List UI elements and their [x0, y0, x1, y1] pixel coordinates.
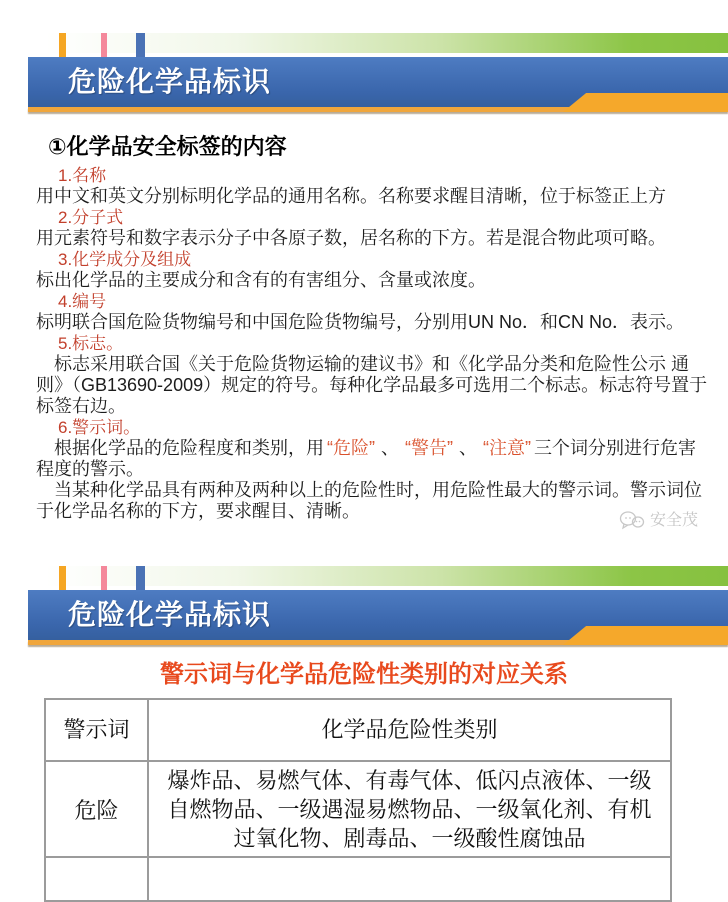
signal-word-warning: “警告” — [405, 438, 453, 458]
cell-signal-word-clipped — [45, 857, 148, 901]
header-accent-bar-pink — [101, 33, 107, 60]
page — [0, 33, 728, 899]
body-signal-word-rule: 当某种化学品具有两种及两种以上的危险性时，用危险性最大的警示词。警示词位于化学品名称的下方，要求醒目、清晰。 — [36, 480, 702, 521]
body-formula: 用元素符号和数字表示分子中各原子数，居名称的下方。若是混合物此项可略。 — [36, 228, 666, 248]
watermark-text: 安全茂 — [649, 511, 698, 529]
slide-1 — [0, 33, 728, 532]
table-row-clipped — [45, 857, 671, 901]
label-name: 1.名称 — [58, 166, 107, 185]
column-header-signal-word: 警示词 — [45, 699, 148, 761]
slide-2-header — [0, 566, 728, 646]
slide-2 — [0, 566, 728, 902]
header-gradient-strip — [45, 33, 728, 53]
label-composition: 3.化学成分及组成 — [58, 250, 192, 269]
signal-word-caution: “注意” — [483, 438, 531, 458]
slide-1-header — [0, 33, 728, 113]
body-mark: 标志采用联合国《关于危险货物运输的建议书》和《化学品分类和危险性公示 通则》（GB13690-2009）规定的符号。每种化学品最多可选用二个标志。标志符号置于标签右边。 — [36, 354, 708, 416]
body-signal-word-intro — [36, 438, 712, 480]
slide-title: 危险化学品标识 — [68, 66, 272, 97]
cell-signal-word: 危险 — [45, 761, 148, 857]
signal-intro-prefix: 根据化学品的危险程度和类别，用 — [54, 438, 324, 458]
table-row — [45, 761, 671, 857]
cell-hazard-categories: 爆炸品、易燃气体、有毒气体、低闪点液体、一级自燃物品、一级遇湿易燃物品、一级氧化剂、有机过氧化物、剧毒品、一级酸性腐蚀品 — [148, 761, 671, 857]
signal-intro-suffix: 三个词分别进行危害程度的警示。 — [36, 438, 696, 479]
signal-separator-1: 、 — [381, 438, 399, 458]
header-gradient-strip — [45, 566, 728, 586]
label-mark: 5.标志。 — [58, 334, 124, 353]
slide-title: 危险化学品标识 — [68, 599, 272, 630]
body-composition: 标出化学品的主要成分和含有的有害组分、含量或浓度。 — [36, 270, 486, 290]
header-corner-shape — [563, 626, 728, 645]
header-corner-shape — [563, 93, 728, 112]
label-formula: 2.分子式 — [58, 208, 124, 227]
label-signal-word: 6.警示词。 — [58, 418, 141, 437]
label-number: 4.编号 — [58, 292, 107, 311]
header-accent-bar-orange — [59, 33, 66, 60]
cell-hazard-categories-clipped — [148, 857, 671, 901]
column-header-hazard-category: 化学品危险性类别 — [148, 699, 671, 761]
signal-separator-2: 、 — [459, 438, 477, 458]
header-accent-bar-pink — [101, 566, 107, 593]
signal-word-table — [44, 698, 672, 902]
header-accent-bar-orange — [59, 566, 66, 593]
slide-1-content — [0, 113, 728, 532]
table-title: 警示词与化学品危险性类别的对应关系 — [160, 661, 568, 688]
body-number: 标明联合国危险货物编号和中国危险货物编号，分别用UN No．和CN No．表示。 — [36, 312, 685, 332]
section-heading: ①化学品安全标签的内容 — [48, 134, 287, 159]
table-header-row — [45, 699, 671, 761]
chat-bubbles-icon — [619, 510, 645, 530]
body-name: 用中文和英文分别标明化学品的通用名称。名称要求醒目清晰，位于标签正上方 — [36, 186, 666, 206]
signal-word-danger: “危险” — [327, 438, 375, 458]
